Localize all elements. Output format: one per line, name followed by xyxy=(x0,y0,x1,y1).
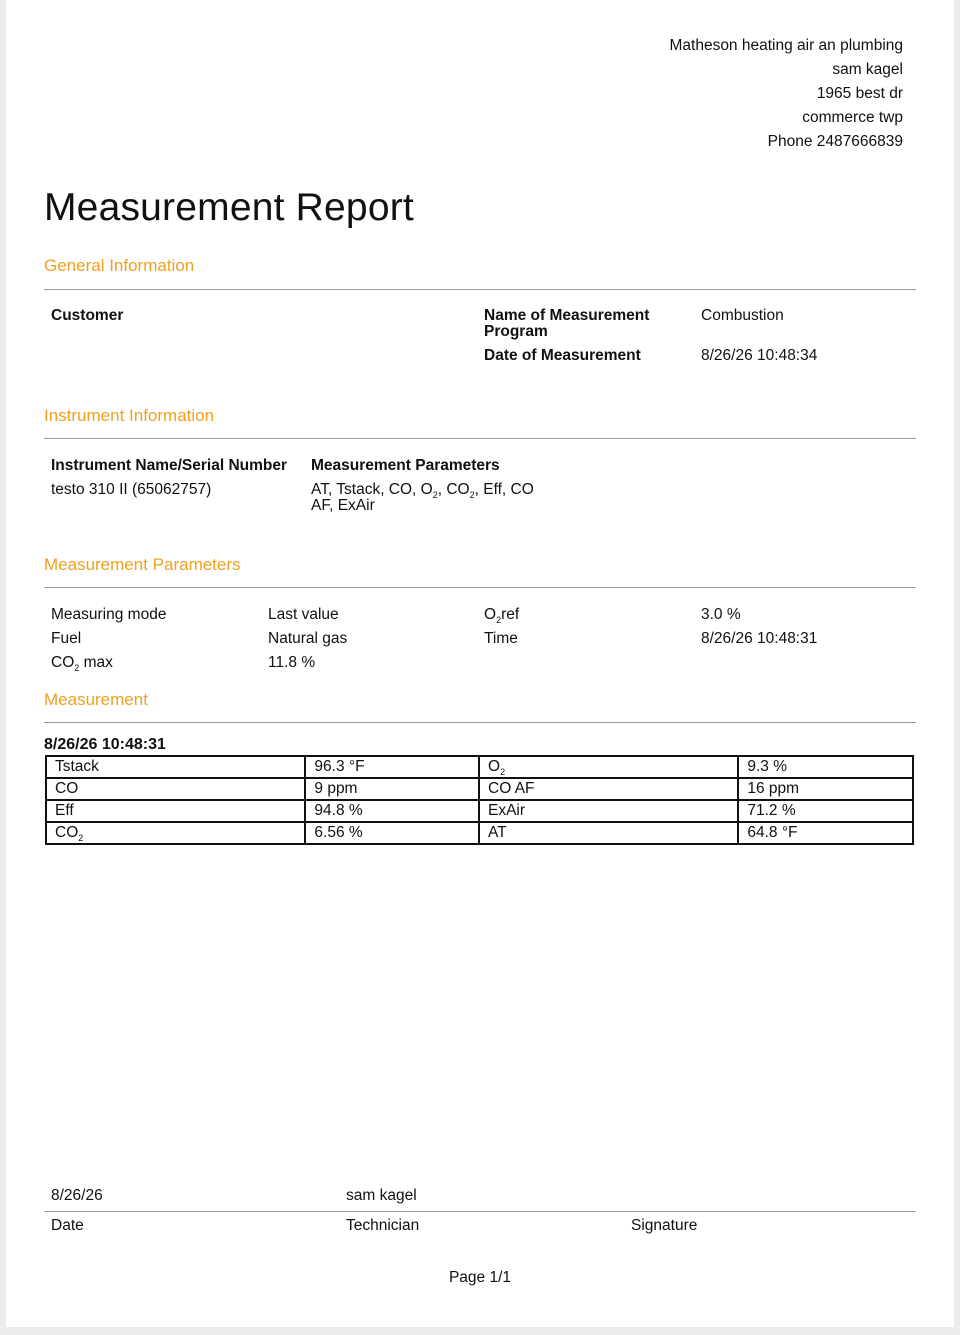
footer-date-value: 8/26/26 xyxy=(51,1187,103,1204)
table-cell: 64.8 °F xyxy=(738,822,913,844)
table-row xyxy=(46,822,913,844)
footer-technician-value: sam kagel xyxy=(346,1187,417,1204)
table-cell: CO xyxy=(46,778,305,800)
fuel-value: Natural gas xyxy=(268,630,348,647)
table-cell: 6.56 % xyxy=(305,822,479,844)
company-city: commerce twp xyxy=(802,109,903,126)
table-row xyxy=(46,778,913,800)
table-cell: Tstack xyxy=(46,756,305,778)
date-of-measurement-value: 8/26/26 10:48:34 xyxy=(701,347,818,364)
table-cell: 96.3 °F xyxy=(305,756,479,778)
company-address-block xyxy=(669,34,903,154)
o2ref-label: $O_2ref$ xyxy=(484,606,520,625)
customer-label: Customer xyxy=(51,307,124,324)
instrument-params-line2: AF, ExAir xyxy=(311,497,375,514)
instrument-name-label: Instrument Name/Serial Number xyxy=(51,457,288,474)
table-cell: 71.2 % xyxy=(738,800,913,822)
report-page xyxy=(6,0,954,1327)
table-cell: $CO_2$ xyxy=(46,822,305,844)
page-title: Measurement Report xyxy=(44,186,414,229)
company-street: 1965 best dr xyxy=(816,85,903,102)
time-label: Time xyxy=(484,630,518,647)
table-cell: Eff xyxy=(46,800,305,822)
section-divider xyxy=(44,438,916,439)
section-divider xyxy=(44,722,916,723)
table-cell: 94.8 % xyxy=(305,800,479,822)
table-cell: ExAir xyxy=(479,800,738,822)
measurement-timestamp: 8/26/26 10:48:31 xyxy=(44,736,166,753)
footer-technician-label: Technician xyxy=(346,1217,420,1234)
section-heading-general: General Information xyxy=(44,256,195,275)
time-value: 8/26/26 10:48:31 xyxy=(701,630,818,647)
section-heading-instrument: Instrument Information xyxy=(44,406,215,425)
section-divider xyxy=(44,289,916,290)
measurement-table xyxy=(45,755,914,845)
program-label: Name of Measurement Program xyxy=(484,307,650,340)
company-name: Matheson heating air an plumbing xyxy=(669,37,903,54)
table-row xyxy=(46,756,913,778)
o2ref-value: 3.0 % xyxy=(701,606,741,623)
instrument-name-value: testo 310 II (65062757) xyxy=(51,481,212,498)
table-cell: CO AF xyxy=(479,778,738,800)
company-phone: Phone 2487666839 xyxy=(767,133,903,150)
table-cell: 9.3 % xyxy=(738,756,913,778)
date-of-measurement-label: Date of Measurement xyxy=(484,347,641,364)
footer-date-label: Date xyxy=(51,1217,84,1234)
measuring-mode-value: Last value xyxy=(268,606,339,623)
table-cell: 16 ppm xyxy=(738,778,913,800)
co2max-label: $CO_2$ max xyxy=(51,654,113,673)
table-cell: $O_2$ xyxy=(479,756,738,778)
measuring-mode-label: Measuring mode xyxy=(51,606,167,623)
section-heading-measurement: Measurement xyxy=(44,690,148,709)
co2max-value: 11.8 % xyxy=(268,654,316,671)
instrument-params-label: Measurement Parameters xyxy=(311,457,500,474)
instrument-params-line1: AT, Tstack, CO, $O_2$, $CO_2$, Eff, CO xyxy=(311,481,534,500)
page-number: Page 1/1 xyxy=(448,1269,512,1286)
footer-signature-label: Signature xyxy=(631,1217,698,1234)
section-heading-parameters: Measurement Parameters xyxy=(44,555,241,574)
program-value: Combustion xyxy=(701,307,784,324)
signature-line xyxy=(44,1211,916,1212)
table-cell: 9 ppm xyxy=(305,778,479,800)
table-cell: AT xyxy=(479,822,738,844)
company-contact: sam kagel xyxy=(832,61,903,78)
table-row xyxy=(46,800,913,822)
section-divider xyxy=(44,587,916,588)
fuel-label: Fuel xyxy=(51,630,82,647)
instrument-params-value xyxy=(311,482,534,514)
